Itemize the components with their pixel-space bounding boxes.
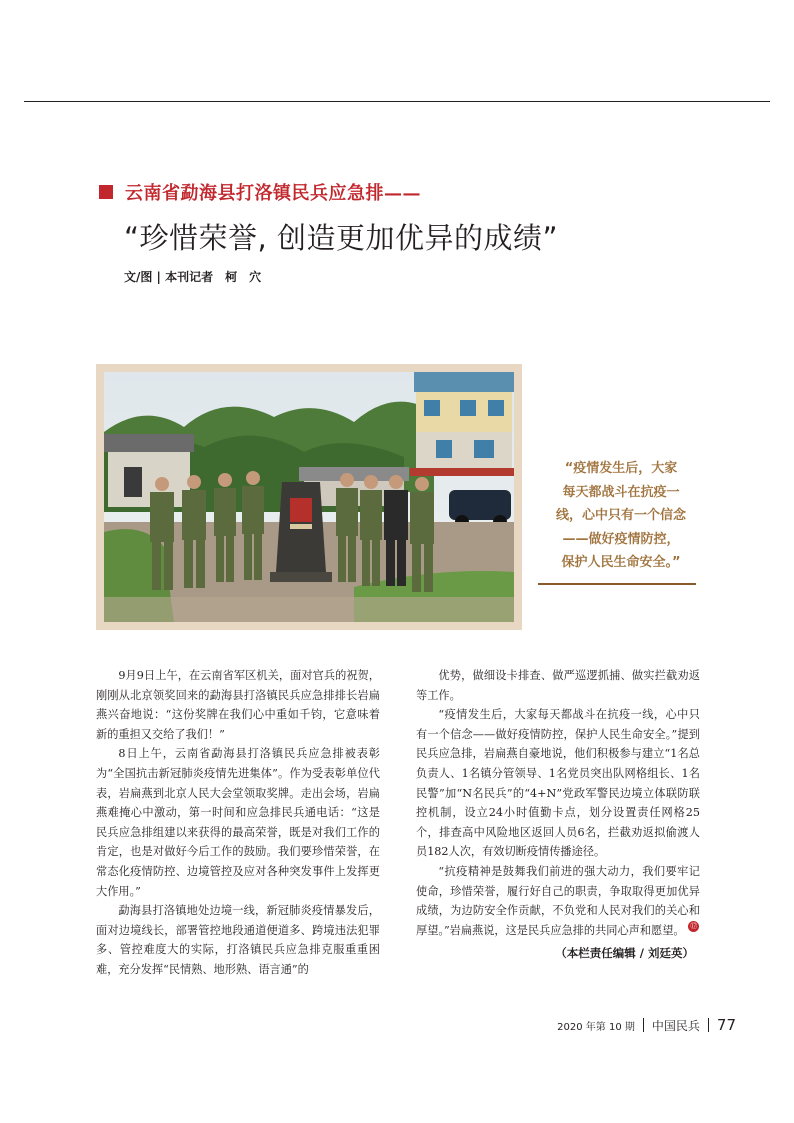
editor-credit: （本栏责任编辑 / 刘廷英） <box>555 946 694 961</box>
left-column <box>96 666 380 980</box>
paragraph: 8日上午，云南省勐海县打洛镇民兵应急排被表彰为“全国抗击新冠肺炎疫情先进集体”。作为受表彰单位代表，岩扁燕到北京人民大会堂领取奖牌。走出会场，岩扁燕难掩心中激动，第一时间和应急排民兵通电话：“这是民兵应急排组建以来获得的最高荣誉，既是对我们工作的肯定，也是对做好今后工作的鼓励。我们要珍惜荣誉，在常态化疫情防控、边境管控及应对各种突发事件上发挥更大作用。” <box>96 747 380 898</box>
kicker <box>99 179 421 205</box>
pull-quote-line: “疫情发生后，大家 <box>564 461 678 476</box>
issue-label: 2020 年第 10 期 <box>557 1021 635 1033</box>
page-footer <box>557 1016 736 1034</box>
paragraph: 勐海县打洛镇地处边境一线，新冠肺炎疫情暴发后，面对边境线长，部署管控地段通道便道多、跨境违法犯罪多、管控难度大的实际，打洛镇民兵应急排克服重重困难，充分发挥“民情熟、地形熟、语言通”的 <box>96 904 380 976</box>
paragraph: “疫情发生后，大家每天都战斗在抗疫一线，心中只有一个信念——做好疫情防控，保护人民生命安全。”提到民兵应急排，岩扁燕自豪地说，他们积极参与建立“1名总负责人、1名镇分管领导、1名党员突出队网格组长、1名民警”加“N名民兵”的“4+N”党政军警民边境立体联防联控机制，设立24小时值勤卡点，划分设置责任网格25个，排查高中风险地区返回人员6名，拦截劝返拟偷渡人员182人次，有效切断疫情传播途径。 <box>416 708 700 859</box>
red-square-icon <box>99 185 113 199</box>
pull-quote-line: 每天都战斗在抗疫一 <box>562 484 680 500</box>
pull-quote-rule <box>538 583 696 585</box>
right-column <box>416 666 700 964</box>
paragraph: 9月9日上午，在云南省军区机关，面对官兵的祝贺，刚刚从北京领奖回来的勐海县打洛镇民兵应急排排长岩扁燕兴奋地说：“这份奖牌在我们心中重如千钧，它意味着新的重担又交给了我们！” <box>96 669 380 741</box>
headline: “珍惜荣誉, 创造更加优异的成绩” <box>124 221 558 255</box>
top-rule <box>24 101 770 102</box>
pull-quote <box>540 457 702 575</box>
group-photo <box>104 372 514 622</box>
pull-quote-line: ——做好疫情防控， <box>562 531 680 547</box>
end-mark-icon: ⑰ <box>690 921 698 930</box>
magazine-name: 中国民兵 <box>651 1018 700 1033</box>
page-number: 77 <box>716 1016 736 1034</box>
paragraph-text: “抗疫精神是鼓舞我们前进的强大动力，我们要牢记使命，珍惜荣誉，履行好自己的职责，争取取得更加优异成绩，为边防安全作贡献，不负党和人民对我们的关心和厚望。”岩扁燕说，这是民兵应急排的共同心声和愿望。 <box>416 864 700 937</box>
photo-frame <box>96 364 522 630</box>
byline: 文/图 | 本刊记者 柯 穴 <box>124 270 262 284</box>
footer-divider <box>643 1018 644 1032</box>
pull-quote-line: 保护人民生命安全。” <box>561 555 681 570</box>
paragraph: 优势，做细设卡排查、做严巡逻抓捕、做实拦截劝返等工作。 <box>416 669 700 702</box>
paragraph <box>416 862 700 940</box>
footer-divider <box>708 1018 709 1032</box>
kicker-text: 云南省勐海县打洛镇民兵应急排—— <box>125 183 421 204</box>
pull-quote-line: 线，心中只有一个信念 <box>555 508 686 523</box>
